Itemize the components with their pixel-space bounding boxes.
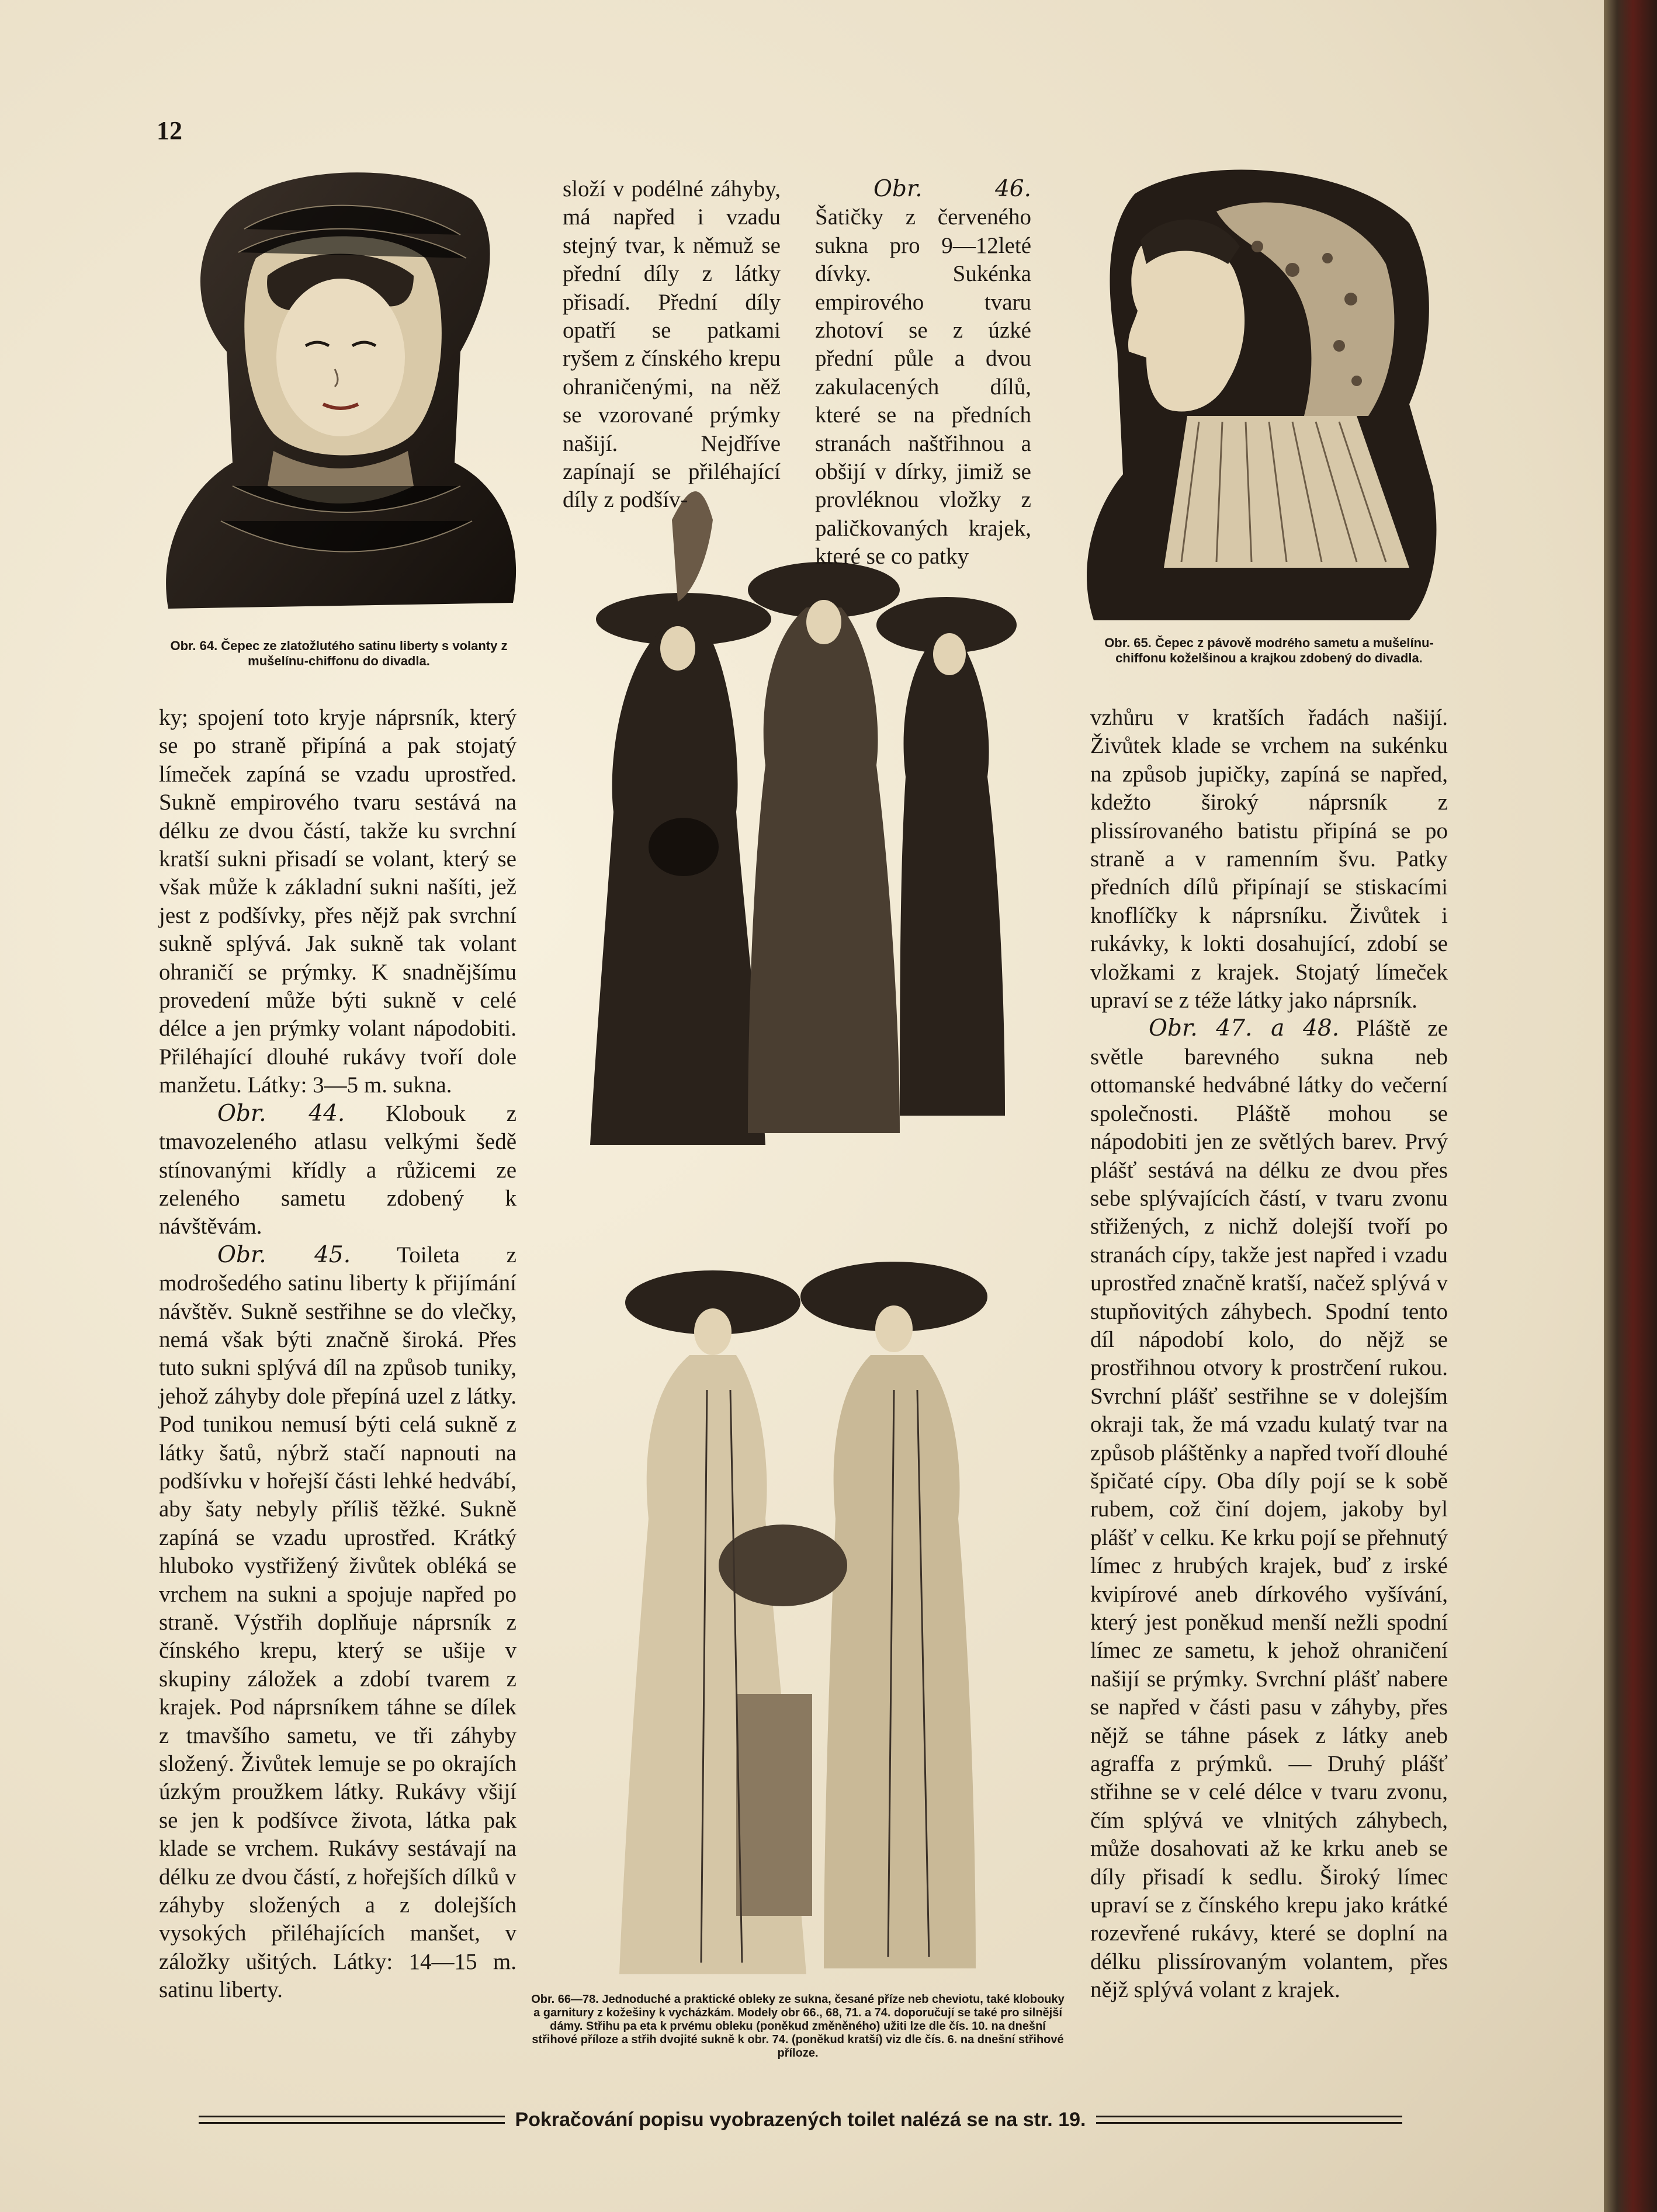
- page-number: 12: [157, 116, 182, 145]
- figure-reference: Obr. 47. a 48.: [1149, 1015, 1340, 1042]
- paragraph: Klobouk z tmavozeleného atlasu velkými šedě stínovanými křídly a růžicemi ze zeleného sametu zdobený k návštěvám.: [159, 1100, 516, 1239]
- footer-rule-left: [199, 2116, 505, 2124]
- figure-66-two-women-illustration: [590, 1215, 1011, 1986]
- paragraph: Toileta z modrošedého satinu liberty k přijímání návštěv. Sukně sestřihne se do vlečky, nemá však býti značně široká. Přes tuto sukni splývá díl na způsob tuniky, jehož záhyby dole přepíná uzel z látky. Pod tunikou nemusí býti celá sukně z látky šatů, nýbrž stačí napnouti na podšívku v hořejší části lehké hedvábí, aby šaty nebyly příliš těžké. Sukně zapíná se vzadu uprostřed. Krátký hluboko vystřižený živůtek obléká se vrchem na sukni a spojuje napřed po straně. Výstřih doplňuje náprsník z čínského krepu, který se ušije v skupiny záložek a zdobí tvarem z krajek. Pod náprsníkem táhne se dílek z tmavšího sametu, ve tři záhyby složený. Živůtek lemuje se po okrajích úzkým proužkem látky. Rukávy všijí se jen k podšívce života, látka pak klade se vrchem. Rukávy sestávají na délku ze dvou částí, z hořejších dílků v záhyby složených a z dolejších vysokých přiléhajících manšet, v záložky ušitých. Látky: 14—15 m. satinu liberty.: [159, 1242, 516, 2003]
- paragraph: vzhůru v kratších řadách našijí. Živůtek klade se vrchem na sukénku na způsob jupičky, zapíná se napřed, kdežto široký náprsník z plissírovaného batistu připíná se po straně a v ramenním švu. Patky předních dílů připínají se stiskacími knoflíčky k náprsníku. Živůtek i rukávky, k lokti dosahující, zdobí se vložkami z krajek. Stojatý límeček upraví se z téže látky jako náprsník.: [1090, 705, 1448, 1013]
- caption-figure-64: Obr. 64. Čepec ze zlatožlutého satinu liberty s volanty z mušelínu-chiffonu do divadla.: [170, 638, 508, 668]
- text-column-middle-right: [815, 175, 1031, 570]
- paragraph: ky; spojení toto kryje náprsník, který se po straně připíná a pak stojatý límeček zapíná se vzadu uprostřed. Sukně empirového tvaru sestává na délku ze dvou částí, takže ku svrchní kratší sukni přisadí se volant, který se však může k základní sukni našíti, jež jest z podšívky, přes nějž pak svrchní sukně splývá. Jak sukně tak volant ohraničí se prýmky. K snadnějšímu provedení může býti sukně v celé délce a jen prýmky volant nápodobiti. Přiléhající dlouhé rukávy tvoří dole manžetu. Látky: 3—5 m. sukna.: [159, 705, 516, 1098]
- text-column-right: [1090, 704, 1448, 2106]
- figure-reference: Obr. 46.: [873, 176, 1031, 202]
- figure-65-bonnet-illustration: [1082, 159, 1444, 626]
- figure-reference: Obr. 44.: [217, 1100, 345, 1127]
- figure-reference: Obr. 45.: [217, 1241, 351, 1268]
- figure-66-three-women-illustration: [573, 485, 1040, 1174]
- book-binding-edge: [1604, 0, 1657, 2212]
- paragraph: Šatičky z červeného sukna pro 9—12leté dívky. Sukénka empirového tvaru zhotoví se z úzké přední půle a dvou zakulacených dílů, které se na předních stranách naštřihnou a obšijí v dírky, jimiž se provléknou vložky z paličkovaných krajek, které se co patky: [815, 204, 1031, 570]
- paragraph: složí v podélné záhyby, má napřed i vzadu stejný tvar, k němuž se přední díly z látky přisadí. Přední díly opatří se patkami ryšem z čínského krepu ohraničenými, na něž se vzorované prýmky našijí. Nejdříve zapínají se přiléhající díly z podšív-: [563, 176, 781, 513]
- caption-figure-65: Obr. 65. Čepec z pávově modrého sametu a mušelínu-chiffonu koželšinou a krajkou zdobený do divadla.: [1104, 636, 1434, 665]
- footer-continuation-note: [199, 2105, 1402, 2134]
- figure-64-bonnet-illustration: [157, 159, 531, 620]
- footer-text: Pokračování popisu vyobrazených toilet nalézá se na str. 19.: [515, 2108, 1086, 2131]
- text-column-middle-left: [563, 175, 781, 543]
- footer-rule-right: [1096, 2116, 1402, 2124]
- paragraph: Pláště ze světle barevného sukna neb ottomanské hedvábné látky do večerní společnosti. Pláště mohou se nápodobiti jen ze světlých barev. Prvý plášť sestává na délku ze dvou přes sebe splývajících částí, v tvaru zvonu střižených, z nichž dolejší tvoří po stranách cípy, takže jest napřed i vzadu uprostřed značně kratší, načež splývá v stupňovitých záhybech. Spodní tento díl nápodobí kolo, do nějž se prostřihnou otvory k prostrčení rukou. Svrchní plášť sestřihne se v dolejším okraji tak, že má vzadu kulatý tvar na způsob pláštěnky a napřed tvoří dlouhé špičaté cípy. Oba díly pojí se k sobě rubem, což činí dojem, jakoby byl plášť v celku. Ke krku pojí se přehnutý límec z hrubých krajek, buď z irské kvipírové aneb dírkového vyšívání, který jest poněkud menší nežli spodní límec ze sametu, k jehož ohraničení našijí se prýmky. Svrchní plášť nabere se napřed v části pasu v záhyby, přes nějž se táhne pásek z látky aneb agraffa z prýmků. — Druhý plášť střihne se v celé délce v tvaru zvonu, čím splývá ve vlnitých záhybech, může dosahovati až ke krku aneb se díly přisadí k sedlu. Široký límec upraví se z čínského krepu jako krátké rozevřené rukávy, které se doplní na délku plissírovaným volantem, přes nějž splývá volant z krajek.: [1090, 1016, 1448, 2003]
- text-column-left: [159, 704, 516, 2106]
- caption-figure-66-78: Obr. 66—78. Jednoduché a praktické obleky ze sukna, česané příze neb cheviotu, také klobouky a garnitury z kožešiny k vycházkám. Modely obr 66., 68, 71. a 74. doporučují se také pro silnější dámy. Střihu pa eta k prvému obleku (poněkud změněného) užiti lze dle čís. 10. na dnešní střihové příloze a střih dvojité sukně k obr. 74. (poněkud kratší) viz dle čís. 6. na dnešní střihové příloze.: [531, 1993, 1065, 2060]
